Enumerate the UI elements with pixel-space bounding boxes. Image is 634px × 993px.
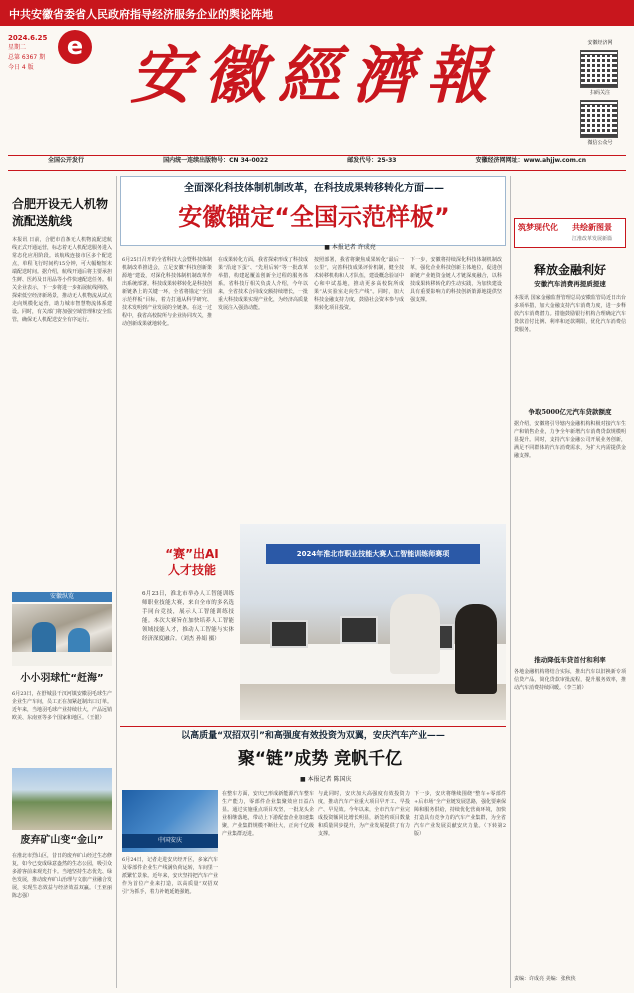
left-article-1: 本报讯 日前，合肥市首条无人机物流配送航线正式开通运营，标志着无人机配送服务进入常态化应用阶段。该航线连接市区多个配送点，单程飞行时间约15分钟，可大幅缩短末端配送时间。据介绍，航线开通后将主要承担生鲜、医药及日用品等小件快速配送任务。相关企业表示，下一步将进一步拓展航线网络，探索低空经济新场景，推动无人机物流从试点走向规模化运营，助力城市智慧物流体系建设。同时，有关部门将加强空域管理和安全监管，确保无人机配送安全有序运行。 xyxy=(12,237,112,323)
left-headline-2: 小小羽球忙“赶海” xyxy=(20,673,104,684)
second-column-4: 下一步，安庆将继续围绕“整车+零部件+后市场”全产业链发展思路，强化要素保障和服务供给，持续优化营商环境，加快打造具有竞争力的汽车产业集群，为全省汽车产业发展贡献安庆力量。（下转第2版） xyxy=(414,791,506,837)
info-bar xyxy=(8,157,626,169)
side-site-name: 安徽经济网 xyxy=(587,40,613,46)
left-headline-3: 废弃矿山变“金山” xyxy=(20,835,104,846)
right-column-divider xyxy=(510,176,511,988)
page-count: 今日 4 版 xyxy=(8,64,34,71)
left-article-2: 6月23日，在舒城县干汊河镇安徽羽毛球生产企业生产车间，员工正在加紧赶制出口订单。近年来，当地羽毛球产业持续壮大，产品远销欧美、东南亚等多个国家和地区。（王银） xyxy=(12,691,112,721)
lead-column-1: 6月25日召开的全省科技大会暨科技体制机制改革推进会，立足安徽“科技创新策源地”建设，对深化科技体制机制改革作出系统部署。科技成果转移转化是科技创新链条上的关键一环，全省将锚定“全国示范样板”目标，着力打通从科学研究、技术发明到产业发展的全链条。在这一过程中，我省高校院所与企业协同攻关，推动创新成果就地转化。 xyxy=(122,257,212,327)
ai-contest-photo xyxy=(240,524,506,720)
left-article-3: 在淮北市烈山区，昔日的废弃矿山经过生态修复，如今已变成绿意盎然的生态公园，吸引众多游客前来观光打卡。当地坚持生态优先、绿色发展，推动废弃矿山治理与文旅产业融合发展，实现生态效益与经济效益双赢。（王亚丽 陈志强） xyxy=(12,853,112,899)
lead-title: 安徽锚定“全国示范样板” xyxy=(178,203,450,231)
second-kicker: 以高质量“双招双引”和高强度有效投资为双翼，安庆汽车产业—— xyxy=(181,731,445,741)
right-midhead-2: 推动降低车贷首付和利率 xyxy=(534,656,606,664)
lead-column-4: 下一步，安徽将持续深化科技体制机制改革，强化企业科技创新主体地位，促进创新链产业链资金链人才链深度融合，以科技成果转移转化的生动实践，为加快建设具有重要影响力的科技创新策源地提供坚强支撑。 xyxy=(410,257,502,303)
right-midhead-1: 争取5000亿元汽车贷款额度 xyxy=(528,408,612,416)
issue-number: 总第 6367 期 xyxy=(8,54,46,61)
right-article-1: 本报讯 国家金融监督管理总局安徽监管局近日出台多项举措，加大金融支持汽车消费力度，进一步释放汽车消费潜力。措施鼓励银行机构合理确定汽车贷款首付比例、利率和还款期限，优化汽车消费信贷服务。 xyxy=(514,295,626,333)
e-logo-icon: e xyxy=(58,30,92,64)
left-column-divider xyxy=(116,176,117,988)
editor-credit: 责编：许成亮 美编：张秋侠 xyxy=(514,976,576,982)
right-article-2: 据介绍，安徽将引导辖内金融机构积极对接汽车生产和销售企业，力争全年新增汽车消费贷款规模明显提升。同时，支持汽车金融公司开展业务创新，满足不同群体的汽车消费需求，为扩大内需提供金融支撑。 xyxy=(514,421,626,459)
section-rule xyxy=(120,726,506,727)
brand-slogan-1: 筑梦现代化 xyxy=(518,223,558,232)
lead-column-3: 按照部署，我省将聚焦成果转化“最后一公里”，完善科技成果评价机制，健全技术转移机构和人才队伍，建设概念验证中心和中试基地，推动更多高校院所成果“从实验室走向生产线”。同时，加大科技金融支持力度，鼓励社会资本参与成果转化项目投资。 xyxy=(314,257,404,311)
second-column-1: 6月24日，记者走进安庆经开区，多家汽车及零部件企业生产线满负荷运转，车间里一派繁忙景象。近年来，安庆坚持把汽车产业作为首位产业来打造，以高质量“双招双引”为抓手，着力补链延链强链。 xyxy=(122,857,218,895)
right-subhead: 安徽汽车消费再提质提速 xyxy=(534,280,606,288)
photo-story-title: “赛”出AI人才技能 xyxy=(165,547,219,577)
qr-code-icon xyxy=(580,100,618,138)
contest-banner: 2024年淮北市职业技能大赛人工智能训练师赛项 xyxy=(266,544,480,564)
weekday: 星期二 xyxy=(8,44,27,51)
header-rule-bottom xyxy=(8,170,626,171)
lead-byline: ■ 本报记者 许成亮 xyxy=(324,244,376,251)
car-factory-photo xyxy=(122,790,218,852)
header-rule xyxy=(8,155,626,156)
brand-slogan-2: 共绘新图景 xyxy=(572,223,612,232)
cn-number: 国内统一连续出版物号：CN 34-0022 xyxy=(163,157,269,164)
issue-date: 2024.6.25 xyxy=(8,34,48,42)
badminton-factory-photo xyxy=(12,604,112,666)
photo-story-text: 6月23日，淮北市举办人工智能训练师职业技能大赛，来自全市的多名选手同台竞技，展示人工智能训练技能。本次大赛旨在加快培养人工智能领域技能人才，推动人工智能与实体经济深度融合。（刘杰 孙娟 摄） xyxy=(142,591,234,642)
second-byline: ■ 本报记者 陈国庆 xyxy=(300,776,352,783)
mine-park-photo xyxy=(12,768,112,830)
second-title: 聚“链”成势 竞帆千亿 xyxy=(237,749,403,769)
left-headline-1: 合肥开设无人机物流配送航线 xyxy=(12,197,109,228)
second-column-2: 在整车方面，安庆已形成新能源汽车整车生产能力，零部件企业集聚效应日益凸显。通过实施重点项目攻坚，一批龙头企业相继落地，带动上下游配套企业加速集聚，产业集群规模不断壮大，正向千亿级产业集群迈进。 xyxy=(222,791,314,837)
qr-label-2: 微信公众号 xyxy=(587,140,613,146)
right-article-3: 各地金融机构将结合实际，推出汽车以旧换新专项信贷产品，简化贷款审批流程，提升服务效率，推动汽车消费持续回暖。（李兰娟） xyxy=(514,669,626,691)
website: 安徽经济网网址：www.ahjjw.com.cn xyxy=(475,157,586,164)
qr-code-icon xyxy=(580,50,618,88)
masthead: 安徽經濟報 xyxy=(130,39,501,112)
qr-label-1: 扫码关注 xyxy=(589,90,610,96)
right-headline: 释放金融利好 xyxy=(533,263,606,277)
tagline: 中共安徽省委省人民政府指导经济服务企业的舆论阵地 xyxy=(9,8,273,21)
second-column-3: 与此同时，安庆加大高强度有效投资力度，推动汽车产业重大项目早开工、早投产、早见效。今年以来，全市汽车产业完成投资额同比增长明显，新签约项目数量和质量同步提升，为产业发展提供了有力支撑。 xyxy=(318,791,410,837)
left-section-label: 安徽纵览 xyxy=(12,592,112,602)
brand-subtitle: 江淮改革发展新篇 xyxy=(572,236,613,242)
lead-column-2: 在成果转化方面，我省探索形成了科技成果“沿途下蛋”、“先用后转”等一批改革举措，构建起覆盖创新全过程的服务体系。省科技厅相关负责人介绍，今年以来，全省技术合同成交额持续增长，一批重大科技成果实现产业化，为经济高质量发展注入强劲动能。 xyxy=(218,257,308,311)
post-code: 邮发代号：25-33 xyxy=(347,157,397,164)
lead-kicker: 全面深化科技体制机制改革，在科技成果转移转化方面—— xyxy=(184,183,444,194)
distribution: 全国公开发行 xyxy=(48,157,85,164)
anqing-banner: 中国安庆 xyxy=(122,834,218,848)
